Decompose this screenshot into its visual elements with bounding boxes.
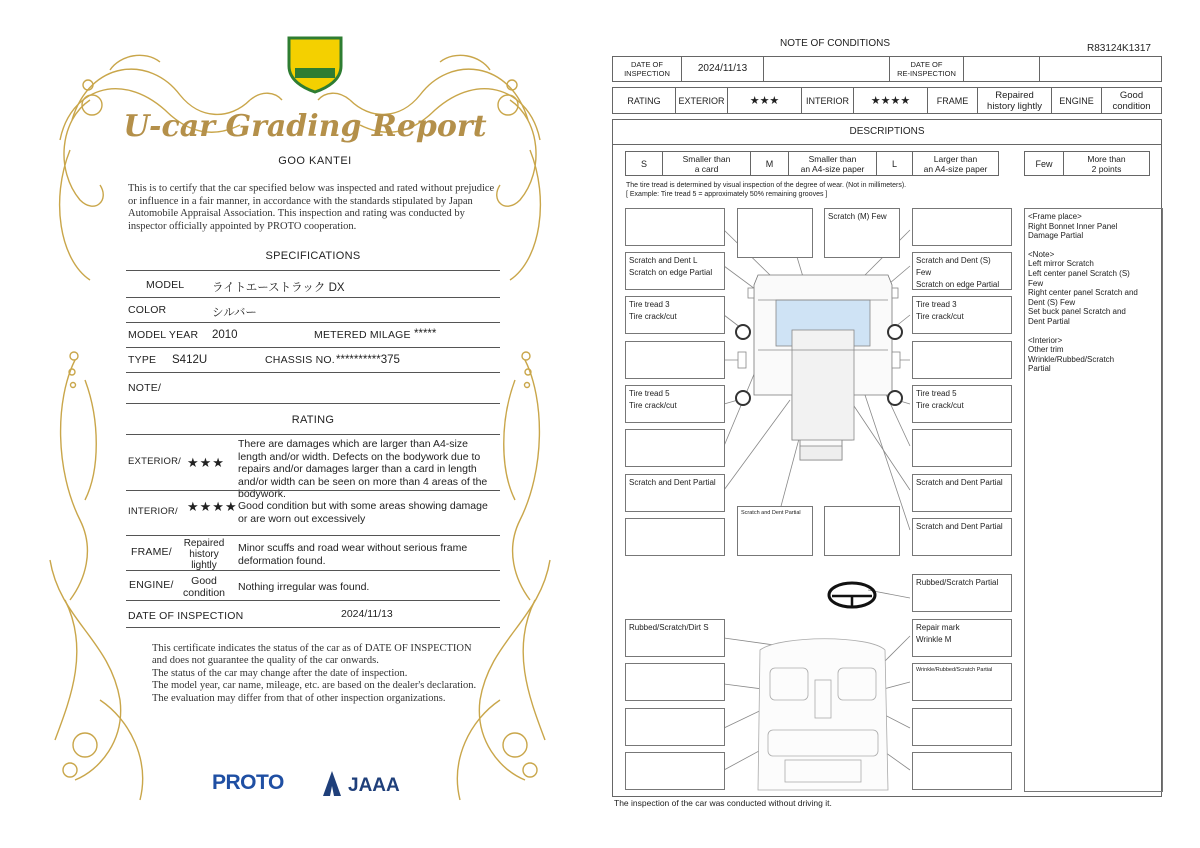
frame-description: Minor scuffs and road wear without serious frame deformation found. xyxy=(238,542,468,567)
organization-name: GOO KANTEI xyxy=(278,155,352,167)
proto-logo: PROTO xyxy=(212,771,284,794)
note-right-rear-tire: Tire tread 5 Tire crack/cut xyxy=(912,385,1012,423)
exterior-description: There are damages which are larger than A4-size length and/or width. Defects on the bodywork due to repairs and/or damages larger than a card in length and/or width can be seen on more than 4 areas of the bodywork. xyxy=(238,438,488,500)
report-title xyxy=(120,100,490,150)
interior-label: INTERIOR xyxy=(801,88,853,113)
frame-value: Repaired history lightly xyxy=(977,88,1051,113)
model-year-label: MODEL YEAR xyxy=(128,329,199,341)
color-label: COLOR xyxy=(128,304,167,316)
rating-label: RATING xyxy=(627,95,661,106)
type-value: S412U xyxy=(172,354,208,366)
milage-label: METERED MILAGE xyxy=(314,329,411,341)
engine-label: ENGINE xyxy=(1051,88,1101,113)
note-right-interior: Repair mark Wrinkle M xyxy=(912,619,1012,657)
interior-description: Good condition but with some areas showing damage or are worn out excessively xyxy=(238,500,488,525)
date-inspection-label: DATE OF INSPECTION xyxy=(624,60,670,78)
chassis-label: CHASSIS NO. xyxy=(265,354,335,366)
type-label: TYPE xyxy=(128,354,157,366)
interior-label: INTERIOR/ xyxy=(128,506,178,517)
specifications-heading: SPECIFICATIONS xyxy=(265,250,361,262)
sheet-reference: R83124K1317 xyxy=(1087,43,1151,54)
exterior-stars: ★★★ xyxy=(727,88,801,113)
jaaa-logo-icon xyxy=(320,770,344,798)
svg-text:U-car Grading Report: U-car Grading Report xyxy=(123,109,487,144)
note-left-rear: Scratch and Dent Partial xyxy=(625,474,725,512)
model-value: ライトエーストラック DX xyxy=(212,282,345,294)
milage-value: ***** xyxy=(414,328,437,340)
note-right-rear: Scratch and Dent Partial xyxy=(912,474,1012,512)
engine-value: Good condition xyxy=(1101,88,1161,113)
engine-label: ENGINE/ xyxy=(129,579,174,591)
size-legend: S Smaller than a card M Smaller than an A4-size paper L Larger than an A4-size paper xyxy=(625,151,999,176)
certification-text: This is to certify that the car specified below was inspected and rated without prejudice or influence in a fair manner, in accordance with the standards stipulated by Japan Automobile Appraisal Association. This inspection and rating was conducted by inspector officially appointed by PROTO cooperation. xyxy=(128,183,495,232)
frame-value: Repaired history lightly xyxy=(183,538,225,571)
engine-value: Good condition xyxy=(182,575,226,599)
note-of-conditions-sheet xyxy=(610,0,1200,848)
interior-stars: ★★★★ xyxy=(187,499,238,514)
rating-heading: RATING xyxy=(291,414,335,426)
note-bottom-center: Scratch and Dent Partial xyxy=(737,506,813,556)
note-right-front: Scratch and Dent (S) Few Scratch on edge Partial xyxy=(912,252,1012,290)
exterior-stars: ★★★ xyxy=(187,455,225,470)
model-year-value: 2010 xyxy=(212,329,238,341)
tire-tread-note: The tire tread is determined by visual inspection of the degree of wear. (Not in millimeters). [ Example: Tire tread 5 = approximately 50% remaining grooves ] xyxy=(626,182,907,198)
model-label: MODEL xyxy=(146,279,185,291)
descriptions-heading: DESCRIPTIONS xyxy=(849,126,925,137)
frame-label: FRAME/ xyxy=(131,546,172,558)
note-left-front-tire: Tire tread 3 Tire crack/cut xyxy=(625,296,725,334)
footer-note: The inspection of the car was conducted without driving it. xyxy=(614,798,832,808)
note-top-center: Scratch (M) Few xyxy=(824,208,900,258)
date-reinspection-label: DATE OF RE-INSPECTION xyxy=(889,57,963,81)
disclaimer: This certificate indicates the status of the car as of DATE OF INSPECTION and does not guarantee the quality of the car onwards. The status of the car may change after the date of inspection. The model year, car name, mileage, etc. are based on the dealer's declaration. The evaluation may differ from that of other inspection organizations. xyxy=(152,643,477,704)
note-right-interior-2: Wrinkle/Rubbed/Scratch Partial xyxy=(912,663,1012,701)
chassis-value: **********375 xyxy=(336,354,400,366)
date-of-inspection-label: DATE OF INSPECTION xyxy=(128,610,244,622)
remarks-panel: <Frame place> Right Bonnet Inner Panel Damage Partial <Note> Left mirror Scratch Left center panel Scratch (S) Few Right center panel Scratch and Dent (S) Few Set buck panel Scratch and Dent Partial <Interior> Other trim Wrinkle/Rubbed/Scratch Partial xyxy=(1024,208,1163,792)
engine-description: Nothing irregular was found. xyxy=(238,581,370,593)
sheet-title: NOTE OF CONDITIONS xyxy=(780,38,890,49)
goo-kantei-badge-icon xyxy=(285,30,345,94)
date-of-inspection-value: 2024/11/13 xyxy=(341,608,393,620)
note-label: NOTE/ xyxy=(128,382,162,394)
frame-label: FRAME xyxy=(927,88,977,113)
note-left-interior: Rubbed/Scratch/Dirt S xyxy=(625,619,725,657)
interior-stars: ★★★★ xyxy=(853,88,927,113)
logos xyxy=(212,768,412,800)
date-inspection-value: 2024/11/13 xyxy=(681,57,763,81)
color-value: シルバー xyxy=(212,307,257,319)
note-right-rear-lower: Scratch and Dent Partial xyxy=(912,518,1012,556)
note-right-front-tire: Tire tread 3 Tire crack/cut xyxy=(912,296,1012,334)
exterior-label: EXTERIOR xyxy=(675,88,727,113)
note-steering: Rubbed/Scratch Partial xyxy=(912,574,1012,612)
note-left-front: Scratch and Dent L Scratch on edge Partial xyxy=(625,252,725,290)
note-left-rear-tire: Tire tread 5 Tire crack/cut xyxy=(625,385,725,423)
exterior-label: EXTERIOR/ xyxy=(128,456,182,467)
jaaa-logo: JAAA xyxy=(348,775,400,796)
few-legend: Few More than 2 points xyxy=(1024,151,1150,176)
